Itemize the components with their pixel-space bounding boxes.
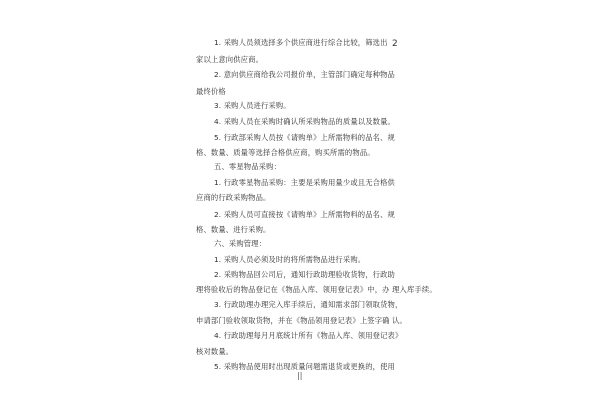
text-line: 3. 采购人员进行采购。 (214, 101, 291, 110)
text-line: 1. 采购人员须选择多个供应商进行综合比较，筛选出 (214, 38, 388, 47)
text-line: 最终价格 (196, 87, 226, 96)
footer-mark: || (297, 371, 303, 380)
text-line: 2. 采购物品回公司后，通知行政助理验收货物，行政助 (214, 270, 396, 279)
text-line: 应商的行政采购物品。 (196, 193, 271, 202)
text-line: 5. 行政部采购人员按《请购单》上所需物料的品名、规 (214, 133, 396, 142)
text-line: 理将验收后的物品登记在《物品入库、领用登记表》中，办 理入库手续。 (196, 285, 437, 294)
text-line: 5. 采购物品使用时出现质量问题需退货或更换的，使用 (214, 362, 396, 371)
page-number: 2 (392, 39, 398, 49)
text-line: 2. 意向供应商给我公司报价单，主管部门确定每种物品 (214, 70, 396, 79)
text-line: 申请部门验收领取货物，并在《物品领用登记表》上签字确 认。 (196, 316, 407, 325)
text-line: 4. 采购人员在采购时确认所采购物品的质量以及数量。 (214, 117, 396, 126)
text-line: 核对数量。 (196, 347, 234, 356)
text-line: 2. 采购人员可直接按《请购单》上所需物料的品名、规 (214, 210, 396, 219)
text-line: 格、数量、质量等选择合格供应商，购买所需的物品。 (196, 148, 375, 157)
text-line: 4. 行政助理每月月底统计所有《物品入库、领用登记表》 (214, 331, 403, 340)
section-heading: 五、零星物品采购： (214, 162, 282, 171)
section-heading: 六、采购管理： (214, 239, 267, 248)
text-line: 3. 行政助理办理完入库手续后，通知需求部门领取货物， (214, 300, 403, 309)
text-line: 家以上意向供应商。 (196, 55, 264, 64)
text-line: 1. 采购人员必须及时的将所需物品进行采购。 (214, 255, 366, 264)
text-line: 格、数量、进行采购。 (196, 225, 271, 234)
text-line: 1. 行政零星物品采购：主要是采购用量少或且无合格供 (214, 178, 396, 187)
